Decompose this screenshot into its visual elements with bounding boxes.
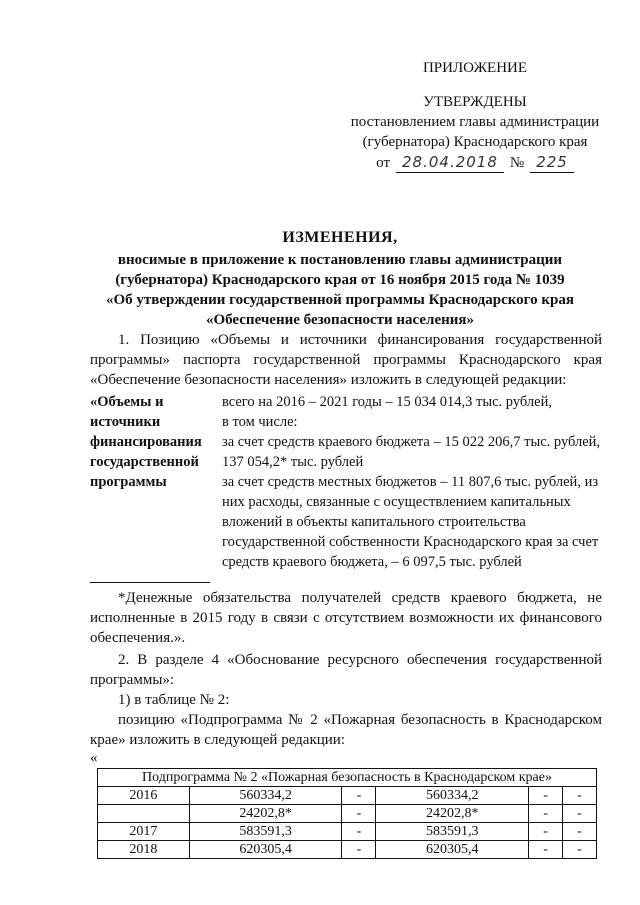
table-header-row	[98, 769, 597, 787]
table-2	[97, 768, 597, 859]
table-cell: -	[562, 787, 596, 805]
table-row	[98, 823, 597, 841]
passport-label: «Объемы и источники финансирования государственной программы	[90, 394, 202, 490]
table-row	[98, 805, 597, 823]
table-cell: -	[529, 787, 563, 805]
table-cell: 24202,8*	[189, 805, 342, 823]
quote-open: «	[90, 750, 98, 766]
passport-block	[90, 392, 610, 572]
table-cell: 2018	[98, 841, 190, 859]
approval-line-2: (губернатора) Краснодарского края	[362, 134, 588, 150]
approval-block	[340, 58, 610, 173]
number-sign: №	[509, 155, 525, 171]
approved-label: УТВЕРЖДЕНЫ	[423, 94, 527, 110]
footnote-divider	[90, 582, 210, 583]
passport-values	[222, 392, 610, 572]
table-header: Подпрограмма № 2 «Пожарная безопасность в Краснодарском крае»	[98, 769, 597, 787]
table-cell: -	[342, 841, 376, 859]
table-cell: -	[562, 805, 596, 823]
table-cell: -	[562, 823, 596, 841]
table-cell: 620305,4	[376, 841, 529, 859]
table-cell: 2016	[98, 787, 190, 805]
table-cell: 560334,2	[376, 787, 529, 805]
footnote: *Денежные обязательства получателей средств краевого бюджета, не исполненные в 2015 году в связи с отсутствием возможности их финансового обеспечения.».	[90, 590, 602, 646]
paragraph-3: 1) в таблице № 2:	[118, 692, 230, 708]
appendix-label: ПРИЛОЖЕНИЕ	[422, 60, 528, 76]
title-line-2: (губернатора) Краснодарского края от 16 ноября 2015 года № 1039	[115, 272, 565, 288]
paragraph-1: 1. Позицию «Объемы и источники финансирования государственной программы» паспорта государственной программы Краснодарского края «Обеспечение безопасности населения» изложить в следующей редакции:	[90, 332, 602, 388]
table-cell: -	[529, 841, 563, 859]
title-line-3: «Об утверждении государственной программы Краснодарского края	[106, 292, 574, 308]
table-cell: 620305,4	[189, 841, 342, 859]
table-cell: -	[529, 805, 563, 823]
table-cell: 583591,3	[376, 823, 529, 841]
date-number-line	[340, 152, 610, 173]
title-line-4: «Обеспечение безопасности населения»	[205, 312, 475, 328]
passport-regional: за счет средств краевого бюджета – 15 022 206,7 тыс. рублей, 137 054,2* тыс. рублей	[222, 434, 601, 470]
table-cell: 583591,3	[189, 823, 342, 841]
paragraph-4: позицию «Подпрограмма № 2 «Пожарная безопасность в Краснодарском крае» изложить в следующей редакции:	[90, 712, 602, 748]
paragraph-2: 2. В разделе 4 «Обоснование ресурсного обеспечения государственной программы»:	[90, 652, 602, 688]
passport-local: за счет средств местных бюджетов – 11 807,6 тыс. рублей, из них расходы, связанные с осуществлением капитальных вложений в объекты капитального строительства государственной собственности Краснодарского края за счет средств краевого бюджета, – 6 097,5 тыс. рублей	[222, 474, 599, 570]
table-cell: -	[342, 805, 376, 823]
approval-line-1: постановлением главы администрации	[350, 114, 600, 130]
table-cell: -	[342, 787, 376, 805]
table-row	[98, 787, 597, 805]
title-main: ИЗМЕНЕНИЯ,	[282, 229, 398, 246]
table-cell: 24202,8*	[376, 805, 529, 823]
table-cell: -	[529, 823, 563, 841]
table-cell	[98, 805, 190, 823]
table-row	[98, 841, 597, 859]
table-cell: -	[562, 841, 596, 859]
passport-including: в том числе:	[222, 414, 298, 430]
table-cell: 560334,2	[189, 787, 342, 805]
title-line-1: вносимые в приложение к постановлению главы администрации	[117, 252, 563, 268]
passport-total: всего на 2016 – 2021 годы – 15 034 014,3 тыс. рублей,	[222, 394, 552, 410]
table-cell: -	[342, 823, 376, 841]
handwritten-number: 225	[530, 152, 574, 173]
handwritten-date: 28.04.2018	[396, 152, 504, 173]
from-label: от	[376, 155, 390, 171]
table-cell: 2017	[98, 823, 190, 841]
document-title	[60, 228, 620, 330]
